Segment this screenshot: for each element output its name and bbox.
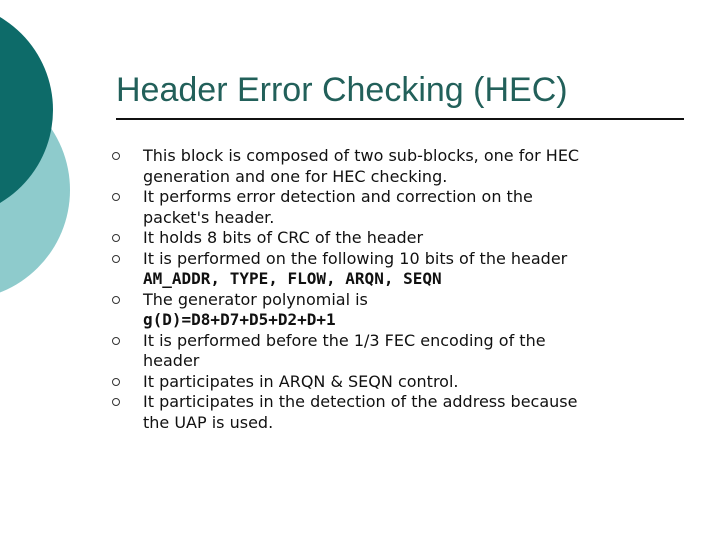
dark-teal-circle [0, 2, 53, 218]
title-divider [116, 118, 684, 120]
bullet-item [112, 372, 692, 393]
light-teal-circle [0, 80, 70, 300]
bullet-text: header [143, 351, 200, 370]
bullet-item [112, 249, 692, 290]
bullet-item [112, 187, 692, 228]
hollow-circle-icon [112, 296, 120, 304]
hollow-circle-icon [112, 255, 120, 263]
bullet-text: It participates in ARQN & SEQN control. [143, 371, 459, 391]
bullet-item [112, 392, 692, 433]
bullet-text: This block is composed of two sub-blocks, one for HEC [143, 146, 580, 165]
bullet-item [112, 146, 692, 187]
bullet-text: The generator polynomial is [143, 289, 368, 309]
slide-title: Header Error Checking (HEC) [116, 71, 568, 109]
bullet-text: It participates in the detection of the address because [143, 392, 578, 411]
bullet-emphasis: g(D)=D8+D7+D5+D2+D+1 [143, 310, 336, 329]
bullet-text: packet's header. [143, 207, 275, 227]
bullet-text: generation and one for HEC checking. [143, 166, 448, 186]
hollow-circle-icon [112, 152, 120, 160]
hollow-circle-icon [112, 378, 120, 386]
bullet-text: It is performed before the 1/3 FEC encoding of the [143, 330, 546, 350]
bullet-item [112, 290, 692, 331]
bullet-list [112, 146, 692, 433]
decorative-circles [0, 0, 120, 300]
bullet-text: It holds 8 bits of CRC of the header [143, 228, 424, 247]
bullet-text: the UAP is used. [143, 412, 274, 432]
hollow-circle-icon [112, 193, 120, 201]
bullet-emphasis: AM_ADDR, TYPE, FLOW, ARQN, SEQN [143, 269, 442, 288]
hollow-circle-icon [112, 337, 120, 345]
hollow-circle-icon [112, 234, 120, 242]
bullet-text: It is performed on the following 10 bits of the header [143, 248, 568, 268]
bullet-item [112, 331, 692, 372]
hollow-circle-icon [112, 398, 120, 406]
bullet-item [112, 228, 692, 249]
bullet-text: It performs error detection and correction on the [143, 187, 533, 206]
